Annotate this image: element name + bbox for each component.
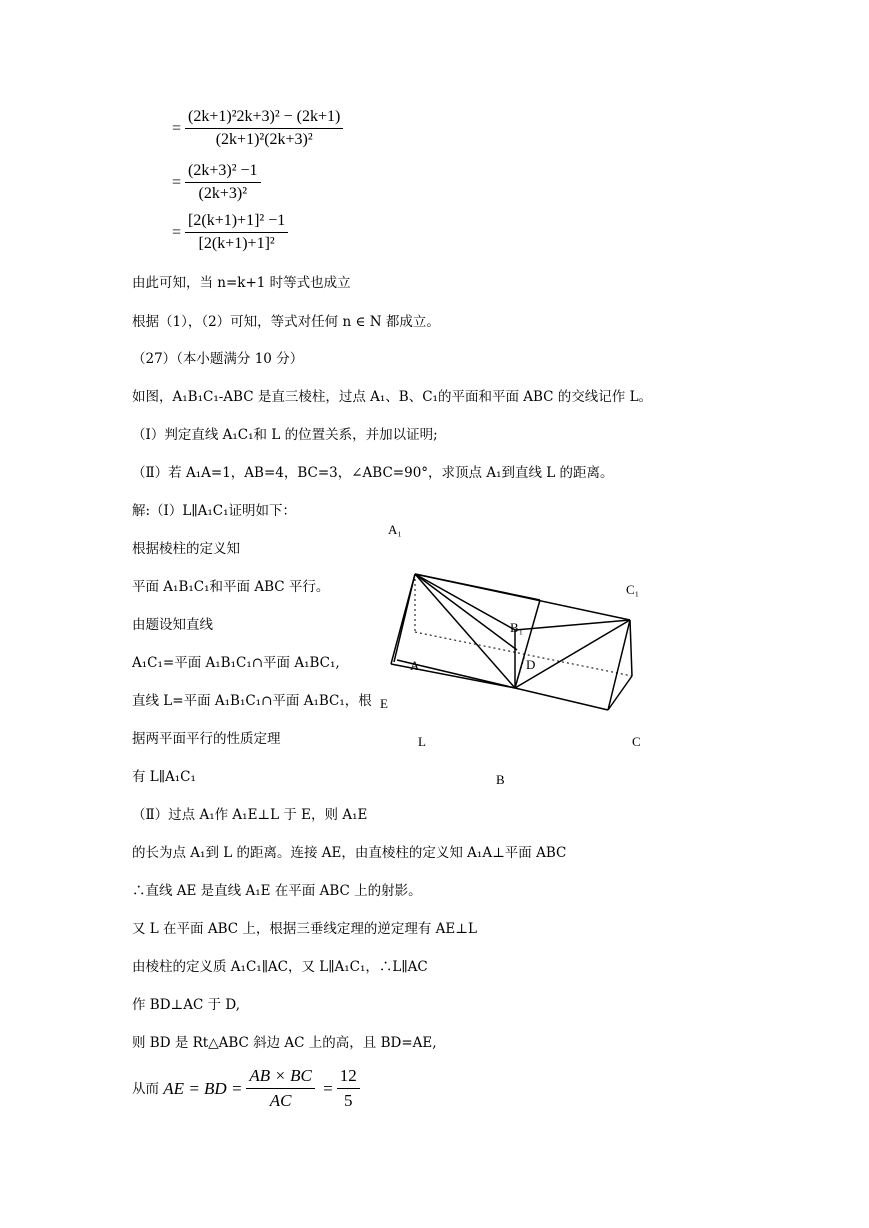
equals-sign: =	[172, 119, 182, 137]
edge-c1-right	[630, 620, 632, 676]
label-b1: B₁	[510, 620, 524, 635]
numerator: (2k+1)²2k+3)² − (2k+1)	[185, 108, 343, 129]
text-line: （Ⅱ）若 A₁A=1，AB=4，BC=3，∠ABC=90°，求顶点 A₁到直线 L 的距离。	[132, 465, 614, 481]
denominator: [2(k+1)+1]²	[198, 235, 275, 252]
label-a: A	[410, 658, 420, 673]
label-b: B	[496, 772, 505, 787]
text-line: 根据（1），（2）可知，等式对任何 n ∈ N 都成立。	[132, 314, 440, 330]
numerator: 12	[337, 1066, 360, 1089]
equals-sign: =	[172, 223, 182, 241]
text-line: 平面 A₁B₁C₁和平面 ABC 平行。	[132, 579, 330, 595]
equals-sign: =	[172, 173, 182, 191]
numerator: (2k+3)² −1	[185, 162, 261, 183]
text-line: A₁C₁=平面 A₁B₁C₁∩平面 A₁BC₁,	[132, 655, 340, 671]
equals-sign: =	[323, 1078, 333, 1098]
denominator: (2k+3)²	[198, 185, 248, 202]
numerator: AB × BC	[246, 1066, 314, 1089]
label-c1: C₁	[626, 582, 640, 597]
text-line: 则 BD 是 Rt△ABC 斜边 AC 上的高，且 BD=AE,	[132, 1035, 437, 1051]
label-e: E	[380, 696, 388, 711]
text-line: 如图，A₁B₁C₁-ABC 是直三棱柱，过点 A₁、B、C₁的平面和平面 ABC 的交线记作 L。	[132, 389, 653, 405]
text-line: 的长为点 A₁到 L 的距离。连接 AE，由直棱柱的定义知 A₁A⊥平面 ABC	[132, 845, 567, 861]
text-line: 有 L∥A₁C₁	[132, 769, 196, 785]
edge-a1-b1	[415, 574, 515, 630]
edge-b-c1	[515, 620, 630, 688]
label-a1: A₁	[388, 522, 402, 537]
text-line: 由题设知直线	[132, 617, 213, 633]
text-line: 根据棱柱的定义知	[132, 541, 240, 557]
edge-c1-c	[608, 620, 630, 710]
text-line: 作 BD⊥AC 于 D,	[132, 997, 241, 1013]
label-l: L	[418, 734, 426, 749]
text-line: （Ⅰ）判定直线 A₁C₁和 L 的位置关系，并加以证明;	[132, 427, 438, 443]
text-line: 据两平面平行的性质定理	[132, 731, 281, 747]
label-d: D	[526, 657, 536, 672]
text-line: （Ⅱ）过点 A₁作 A₁E⊥L 于 E，则 A₁E	[132, 807, 368, 823]
final-lhs-text: AE = BD =	[163, 1078, 243, 1098]
text-line: 又 L 在平面 ABC 上，根据三垂线定理的逆定理有 AE⊥L	[132, 921, 477, 937]
text-line: 由此可知，当 n=k+1 时等式也成立	[132, 275, 351, 291]
denominator: (2k+1)²(2k+3)²	[215, 131, 313, 148]
denominator: AC	[269, 1091, 292, 1110]
text-line: ∴直线 AE 是直线 A₁E 在平面 ABC 上的射影。	[132, 883, 422, 899]
text-line: （27）（本小题满分 10 分）	[132, 351, 304, 367]
text-line: 直线 L=平面 A₁B₁C₁∩平面 A₁BC₁，根	[132, 693, 372, 709]
label-c: C	[632, 734, 641, 749]
numerator: [2(k+1)+1]² −1	[185, 212, 288, 233]
edge-interior-4	[394, 574, 415, 662]
text-line: 解:（Ⅰ）L∥A₁C₁证明如下：	[132, 503, 296, 519]
denominator: 5	[343, 1091, 353, 1110]
edge-b-c	[515, 688, 608, 710]
text-prefix: 从而	[132, 1080, 159, 1097]
text-line: 由棱柱的定义质 A₁C₁∥AC，又 L∥A₁C₁，∴L∥AC	[132, 959, 428, 975]
